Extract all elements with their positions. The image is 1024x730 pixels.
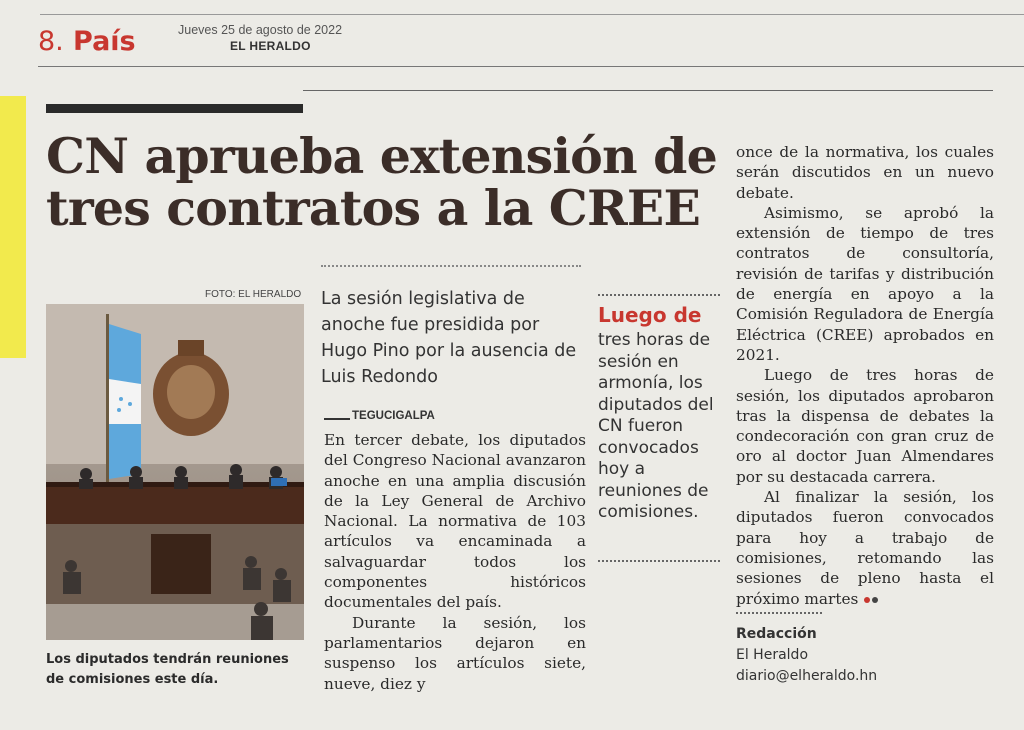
paragraph: once de la normativa, los cuales serán discutidos en un nuevo debate. — [736, 143, 994, 202]
byline-rule — [736, 612, 822, 614]
photo-caption: Los diputados tendrán reuniones de comisiones este día. — [46, 652, 289, 687]
dateline-dash — [324, 418, 350, 420]
body-column-1 — [324, 430, 586, 694]
article-photo — [46, 304, 304, 640]
article-top-rule — [303, 90, 993, 91]
photo-credit: FOTO: EL HERALDO — [205, 289, 302, 300]
headline — [46, 127, 746, 237]
pull-quote-lead: Luego de — [598, 303, 702, 327]
paragraph: Durante la sesión, los parlamentarios dejaron en suspenso los artículos siete, nueve, diez y — [324, 613, 586, 693]
paragraph: Asimismo, se aprobó la extensión de tiempo de tres contratos de consultoría, revisión de tarifas y distribución de energía en apoyo a la Comisión Reguladora de Energía Eléctrica (CREE) aprobados en 2021. — [736, 203, 994, 364]
paragraph: En tercer debate, los diputados del Congreso Nacional avanzaron anoche en una amplia discusión de la Ley General de Archivo Nacional. La normativa de 103 artículos va encaminada a salvaguardar todos los componentes históricos documentales del país. — [324, 431, 586, 612]
publication-date: Jueves 25 de agosto de 2022 — [178, 23, 343, 37]
top-border-rule — [40, 14, 1024, 15]
end-mark-dot-red — [864, 597, 870, 603]
pull-quote-text: tres horas de sesión en armonía, los diputados del CN fueron convocados hoy a reuniones de comisiones. — [598, 330, 714, 522]
page-number: 8. — [38, 26, 64, 57]
highlighter-mark — [0, 96, 26, 358]
congress-session-illustration — [46, 304, 304, 640]
byline-name: Redacción — [736, 626, 817, 642]
deck-rule — [321, 265, 581, 267]
closing-paragraph-text: Al finalizar la sesión, los diputados fueron convocados para hoy a trabajo de comisiones, retomando las sesiones de pleno hasta el próximo martes — [736, 488, 994, 608]
end-mark-dot-dark — [872, 597, 878, 603]
section-title: País — [73, 26, 136, 57]
paragraph: Luego de tres horas de sesión, los diputados aprobaron tras la dispensa de debates la condecoración con gran cruz de oro al doctor Juan Almendares por su destacada carrera. — [736, 366, 994, 486]
paragraph — [736, 487, 994, 609]
headline-line-2: tres contratos a la CREE — [46, 179, 701, 237]
byline-outlet: El Heraldo — [736, 647, 809, 663]
pull-quote-rule-bottom — [598, 560, 720, 562]
newspaper-name: EL HERALDO — [230, 39, 311, 53]
headline-bar — [46, 104, 303, 113]
article-deck: La sesión legislativa de anoche fue presidida por Hugo Pino por la ausencia de Luis Redondo — [321, 289, 577, 387]
body-column-2 — [736, 142, 994, 609]
byline-email: diario@elheraldo.hn — [736, 668, 878, 684]
headline-line-1: CN aprueba extensión de — [46, 127, 717, 185]
header-rule — [38, 66, 1024, 67]
dateline-city: TEGUCIGALPA — [352, 410, 435, 422]
pull-quote-rule-top — [598, 294, 720, 296]
